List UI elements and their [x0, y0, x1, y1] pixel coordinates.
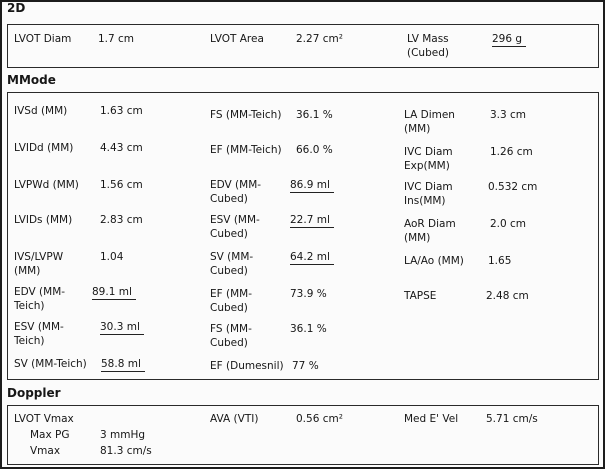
section-doppler-title: Doppler [7, 386, 61, 400]
ivc-exp-value: 1.26 cm [490, 146, 533, 158]
ef-teich-label: EF (MM-Teich) [210, 144, 282, 156]
aor-diam-label: AoR Diam (MM) [404, 218, 456, 244]
ef-dumesnil-value: 77 % [292, 360, 319, 372]
la-ao-value: 1.65 [488, 255, 512, 267]
lv-mass-label: LV Mass (Cubed) [407, 33, 449, 59]
lvidd-value: 4.43 cm [100, 142, 143, 154]
ef-dumesnil-label: EF (Dumesnil) [210, 360, 284, 372]
ef-cubed-value: 73.9 % [290, 288, 327, 300]
max-pg-value: 3 mmHg [100, 429, 146, 441]
lvpwd-label: LVPWd (MM) [14, 179, 79, 191]
la-dimen-value: 3.3 cm [490, 109, 527, 121]
max-pg-label: Max PG [30, 429, 70, 441]
la-ao-label: LA/Ao (MM) [404, 255, 464, 267]
fs-teich-label: FS (MM-Teich) [210, 109, 282, 121]
lvidd-label: LVIDd (MM) [14, 142, 74, 154]
tapse-value: 2.48 cm [486, 290, 529, 302]
sv-cubed-label: SV (MM- Cubed) [210, 251, 254, 277]
tapse-label: TAPSE [404, 290, 437, 302]
vmax-value: 81.3 cm/s [100, 445, 152, 457]
fs-cubed-label: FS (MM- Cubed) [210, 323, 252, 349]
la-dimen-label: LA Dimen (MM) [404, 109, 455, 135]
aor-diam-value: 2.0 cm [490, 218, 527, 230]
edv-cubed-label: EDV (MM- Cubed) [210, 179, 262, 205]
med-e-vel-value: 5.71 cm/s [486, 413, 538, 425]
med-e-vel-label: Med E' Vel [404, 413, 459, 425]
ava-vti-label: AVA (VTI) [210, 413, 259, 425]
fs-teich-value: 36.1 % [296, 109, 333, 121]
esv-teich-value: 30.3 ml [100, 320, 144, 335]
box-mmode [7, 92, 599, 380]
ivs-lvpw-value: 1.04 [100, 251, 124, 263]
section-mmode-title: MMode [7, 73, 56, 87]
lvot-diam-label: LVOT Diam [14, 33, 72, 45]
ivs-lvpw-label: IVS/LVPW (MM) [14, 251, 64, 277]
lv-mass-value: 296 g [492, 32, 526, 47]
edv-teich-value: 89.1 ml [92, 285, 136, 300]
lvids-value: 2.83 cm [100, 214, 143, 226]
ivc-ins-value: 0.532 cm [488, 181, 538, 193]
ivsd-label: IVSd (MM) [14, 105, 68, 117]
ivc-exp-label: IVC Diam Exp(MM) [404, 146, 453, 172]
ivsd-value: 1.63 cm [100, 105, 143, 117]
lvot-vmax-label: LVOT Vmax [14, 413, 74, 425]
lvids-label: LVIDs (MM) [14, 214, 73, 226]
edv-teich-label: EDV (MM- Teich) [14, 286, 66, 312]
lvot-area-value: 2.27 cm² [296, 33, 343, 45]
edv-cubed-value: 86.9 ml [290, 178, 334, 193]
lvot-area-label: LVOT Area [210, 33, 264, 45]
fs-cubed-value: 36.1 % [290, 323, 327, 335]
sv-teich-label: SV (MM-Teich) [14, 358, 87, 370]
lvpwd-value: 1.56 cm [100, 179, 143, 191]
vmax-label: Vmax [30, 445, 61, 457]
ef-cubed-label: EF (MM- Cubed) [210, 288, 253, 314]
ef-teich-value: 66.0 % [296, 144, 333, 156]
ivc-ins-label: IVC Diam Ins(MM) [404, 181, 453, 207]
esv-cubed-value: 22.7 ml [290, 213, 334, 228]
sv-teich-value: 58.8 ml [101, 357, 145, 372]
esv-teich-label: ESV (MM- Teich) [14, 321, 64, 347]
lvot-diam-value: 1.7 cm [98, 33, 135, 45]
section-2d-title: 2D [7, 1, 26, 15]
esv-cubed-label: ESV (MM- Cubed) [210, 214, 260, 240]
sv-cubed-value: 64.2 ml [290, 250, 334, 265]
ava-vti-value: 0.56 cm² [296, 413, 343, 425]
